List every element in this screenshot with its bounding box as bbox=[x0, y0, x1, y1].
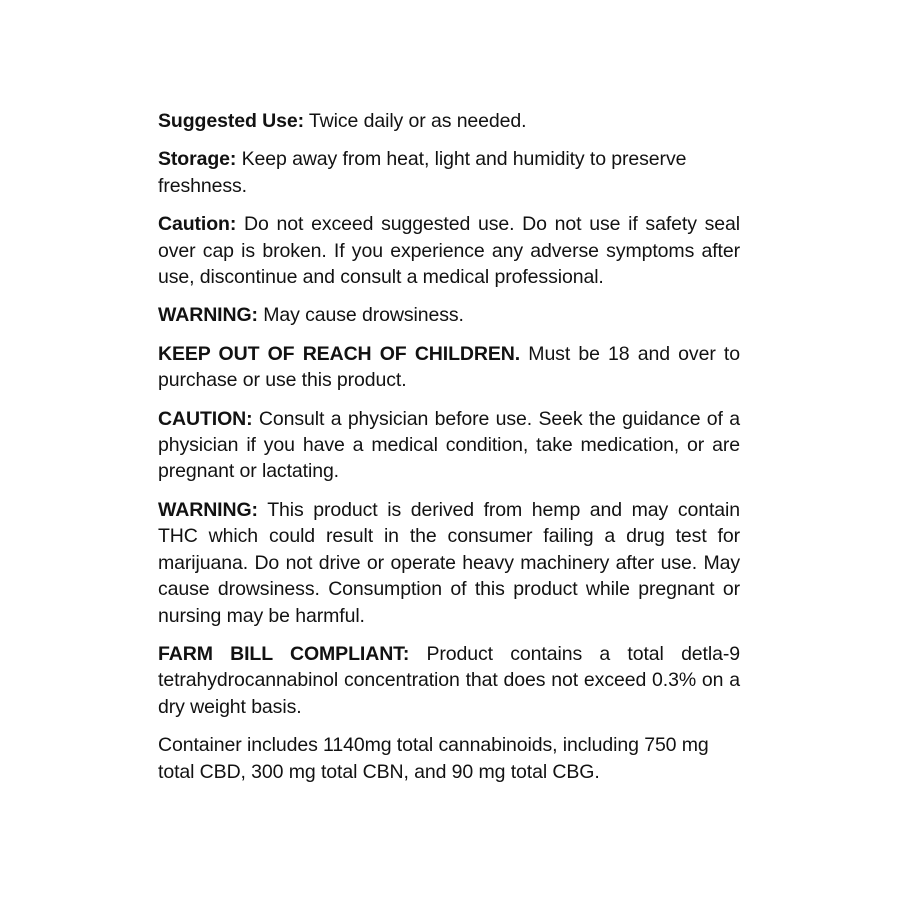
paragraph-cannabinoid-content bbox=[158, 732, 740, 785]
paragraph-lead-storage: Storage: bbox=[158, 148, 237, 171]
paragraph-lead-suggested-use: Suggested Use: bbox=[158, 110, 304, 132]
paragraph-lead-farm-bill-compliant: FARM BILL COMPLIANT: bbox=[158, 642, 410, 665]
paragraph-suggested-use bbox=[158, 108, 740, 134]
paragraph-body-suggested-use: Twice daily or as needed. bbox=[303, 110, 527, 132]
paragraph-body-caution-general: Do not exceed suggested use. Do not use if safety seal over cap is broken. If you experience any adverse symptoms after use, discontinue and consult a medical professional. bbox=[158, 213, 740, 289]
paragraph-lead-caution-physician: CAUTION: bbox=[158, 407, 253, 430]
paragraph-body-warning-hemp-thc: This product is derived from hemp and may contain THC which could result in the consumer failing a drug test for marijuana. Do not drive or operate heavy machinery after use. May cause drowsiness. Consumption of this product while pregnant or nursing may be harmful. bbox=[158, 498, 740, 627]
paragraph-lead-warning-drowsiness: WARNING: bbox=[158, 304, 258, 327]
paragraph-farm-bill-compliant bbox=[158, 641, 740, 720]
product-label-text-panel bbox=[158, 108, 740, 785]
paragraph-lead-keep-out-of-reach: KEEP OUT OF REACH OF CHILDREN. bbox=[158, 342, 521, 365]
paragraph-warning-drowsiness bbox=[158, 302, 740, 328]
paragraph-body-caution-physician: Consult a physician before use. Seek the guidance of a physician if you have a medical condition, take medication, or are pregnant or lactating. bbox=[158, 407, 740, 483]
paragraph-caution-general bbox=[158, 211, 740, 290]
paragraph-body-farm-bill-compliant: Product contains a total detla-9 tetrahydrocannabinol concentration that does not exceed 0.3% on a dry weight basis. bbox=[158, 642, 740, 718]
paragraph-body-cannabinoid-content: Container includes 1140mg total cannabinoids, including 750 mg total CBD, 300 mg total CBN, and 90 mg total CBG. bbox=[158, 734, 709, 783]
paragraph-storage bbox=[158, 146, 740, 199]
paragraph-body-warning-drowsiness: May cause drowsiness. bbox=[257, 304, 464, 327]
paragraph-warning-hemp-thc bbox=[158, 497, 740, 629]
paragraph-body-storage: Keep away from heat, light and humidity to preserve freshness. bbox=[158, 148, 687, 197]
paragraph-lead-warning-hemp-thc: WARNING: bbox=[158, 498, 258, 521]
paragraph-keep-out-of-reach bbox=[158, 341, 740, 394]
paragraph-lead-caution-general: Caution: bbox=[158, 213, 237, 236]
paragraph-caution-physician bbox=[158, 406, 740, 485]
paragraph-body-keep-out-of-reach: Must be 18 and over to purchase or use this product. bbox=[158, 342, 740, 392]
